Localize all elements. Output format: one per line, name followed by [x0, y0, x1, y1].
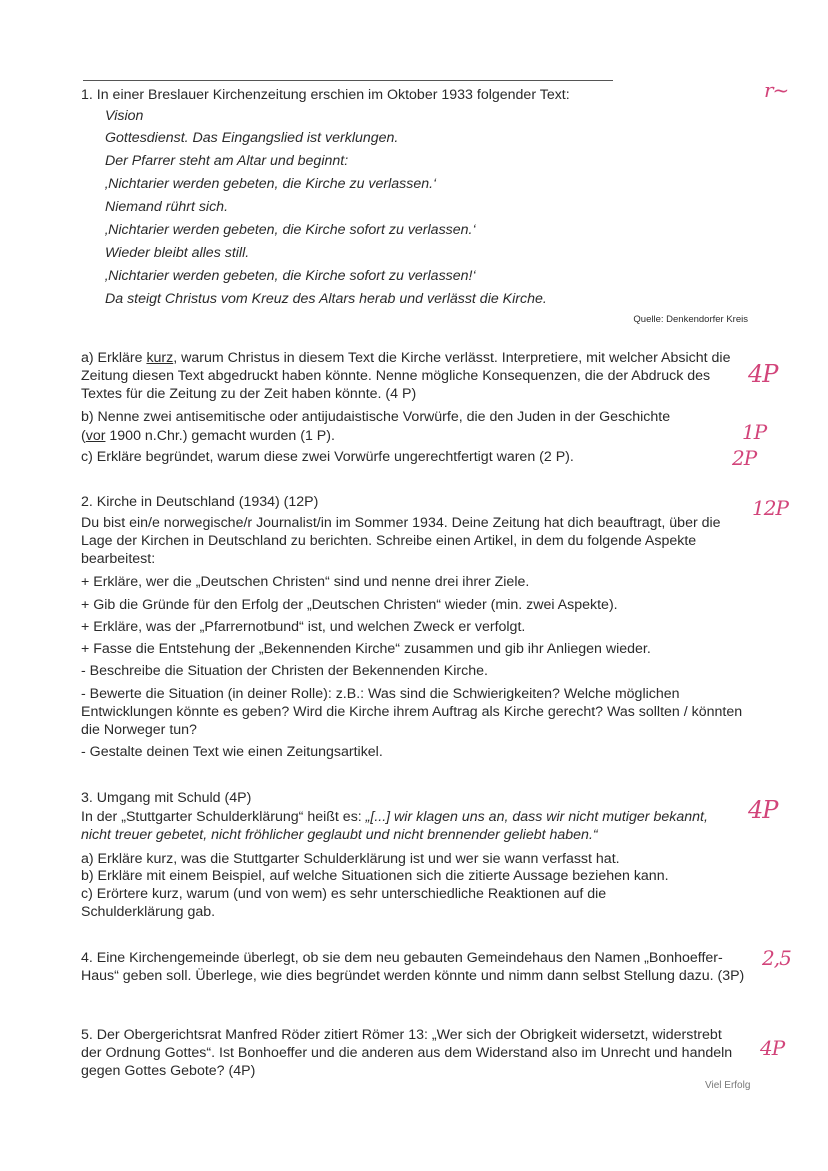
q1-task-b-rest: 1900 n.Chr.) gemacht wurden (1 P).	[105, 428, 335, 444]
q2-item: + Fasse die Entstehung der „Bekennenden Kirche“ zusammen und gib ihr Anliegen wieder.	[81, 641, 651, 657]
q3-quote-intro: In der „Stuttgarter Schulderklärung“ heißt es:	[81, 809, 366, 825]
q1-poem-line: Vision	[105, 108, 144, 124]
q1-poem-line: ‚Nichtarier werden gebeten, die Kirche zu verlassen.‘	[105, 176, 437, 192]
q1-task-a-underlined: kurz	[146, 350, 174, 366]
q3-title: 3. Umgang mit Schuld (4P)	[81, 790, 252, 806]
score-q3: 4P	[748, 796, 778, 824]
score-q1b: 1P	[742, 420, 767, 444]
q1-poem-line: Wieder bleibt alles still.	[105, 245, 250, 261]
q1-task-b: b) Nenne zwei antisemitische oder antijudaistische Vorwürfe, die den Juden in der Geschichte	[81, 409, 671, 425]
q2-item: + Erkläre, was der „Pfarrernotbund“ ist, und welchen Zweck er verfolgt.	[81, 619, 526, 635]
q5-text: 5. Der Obergerichtsrat Manfred Röder zitiert Römer 13: „Wer sich der Obrigkeit widersetzt, widerstrebt der Ordnung Gottes“. Ist Bonhoeffer und die anderen aus dem Widerstand also im Unrecht und handeln gegen Gottes Gebote? (4P)	[81, 1027, 733, 1079]
q3-quote: „[...] wir klagen uns an, dass wir nicht mutiger bekannt, nicht treuer gebetet, nicht fröhlicher geglaubt und nicht brennender geliebt haben.“	[81, 809, 708, 843]
q1-poem-line: ‚Nichtarier werden gebeten, die Kirche sofort zu verlassen.‘	[105, 222, 476, 238]
q2-item: + Erkläre, wer die „Deutschen Christen“ sind und nenne drei ihrer Ziele.	[81, 574, 530, 590]
q1-poem-line: Niemand rührt sich.	[105, 199, 229, 215]
score-q1c: 2P	[732, 446, 757, 470]
q1-poem-line: ‚Nichtarier werden gebeten, die Kirche sofort zu verlassen!‘	[105, 268, 476, 284]
q2-item: - Beschreibe die Situation der Christen der Bekennenden Kirche.	[81, 663, 488, 679]
q2-evaluate: - Bewerte die Situation (in deiner Rolle): z.B.: Was sind die Schwierigkeiten? Welche möglichen Entwicklungen könnte es geben? Wird die Kirche ihrem Auftrag als Kirche gerecht? Was sollten / könnten die Norweger tun?	[81, 686, 743, 738]
q1-source: Quelle: Denkendorfer Kreis	[633, 314, 748, 325]
score-corner: r~	[764, 78, 789, 102]
q4-text: 4. Eine Kirchengemeinde überlegt, ob sie dem neu gebauten Gemeindehaus den Namen „Bonhoeffer-Haus“ geben soll. Überlege, wie dies begründet werden könnte und nimm dann selbst Stellung dazu. (3P)	[81, 950, 745, 984]
q1-task-b-line2: (vor 1900 n.Chr.) gemacht wurden (1 P).	[81, 428, 335, 444]
q2-intro: Du bist ein/e norwegische/r Journalist/in im Sommer 1934. Deine Zeitung hat dich beauftragt, über die Lage der Kirchen in Deutschland zu berichten. Schreibe einen Artikel, in dem du folgende Aspekte bearbeitest:	[81, 515, 721, 567]
score-q5: 4P	[760, 1036, 785, 1060]
q1-intro: 1. In einer Breslauer Kirchenzeitung erschien im Oktober 1933 folgender Text:	[81, 87, 570, 103]
q1-task-a-text: a) Erkläre	[81, 350, 147, 366]
top-rule	[83, 80, 613, 81]
q1-poem-line: Der Pfarrer steht am Altar und beginnt:	[105, 153, 349, 169]
q1-task-a-rest: , warum Christus in diesem Text die Kirche verlässt. Interpretiere, mit welcher Absicht die Zeitung diesen Text abgedruckt haben könnte. Nenne mögliche Konsequenzen, die der Abdruck des Textes für die Zeitung zu der Zeit haben könnte. (4 P)	[81, 350, 731, 402]
q2-title: 2. Kirche in Deutschland (1934) (12P)	[81, 494, 319, 510]
q3-quote-block	[81, 808, 731, 844]
q2-layout: - Gestalte deinen Text wie einen Zeitungsartikel.	[81, 744, 383, 760]
q1-task-a	[81, 349, 741, 403]
q1-task-c: c) Erkläre begründet, warum diese zwei Vorwürfe ungerechtfertigt waren (2 P).	[81, 449, 574, 465]
q3-task-b: b) Erkläre mit einem Beispiel, auf welche Situationen sich die zitierte Aussage beziehen kann.	[81, 868, 669, 884]
q3-task-a: a) Erkläre kurz, was die Stuttgarter Schulderklärung ist und wer sie wann verfasst hat.	[81, 851, 620, 867]
q3-task-c: c) Erörtere kurz, warum (und von wem) es sehr unterschiedliche Reaktionen auf die Schulderklärung gab.	[81, 886, 607, 920]
q2-item: + Gib die Gründe für den Erfolg der „Deutschen Christen“ wieder (min. zwei Aspekte).	[81, 597, 618, 613]
q1-task-b-underlined: vor	[85, 428, 106, 444]
q1-poem-line: Gottesdienst. Das Eingangslied ist verklungen.	[105, 130, 399, 146]
footer-text: Viel Erfolg	[705, 1080, 751, 1091]
q1-poem-line: Da steigt Christus vom Kreuz des Altars herab und verlässt die Kirche.	[105, 291, 547, 307]
score-q1a: 4P	[748, 360, 778, 388]
score-q2: 12P	[752, 496, 788, 520]
score-q4: 2,5	[762, 946, 791, 970]
